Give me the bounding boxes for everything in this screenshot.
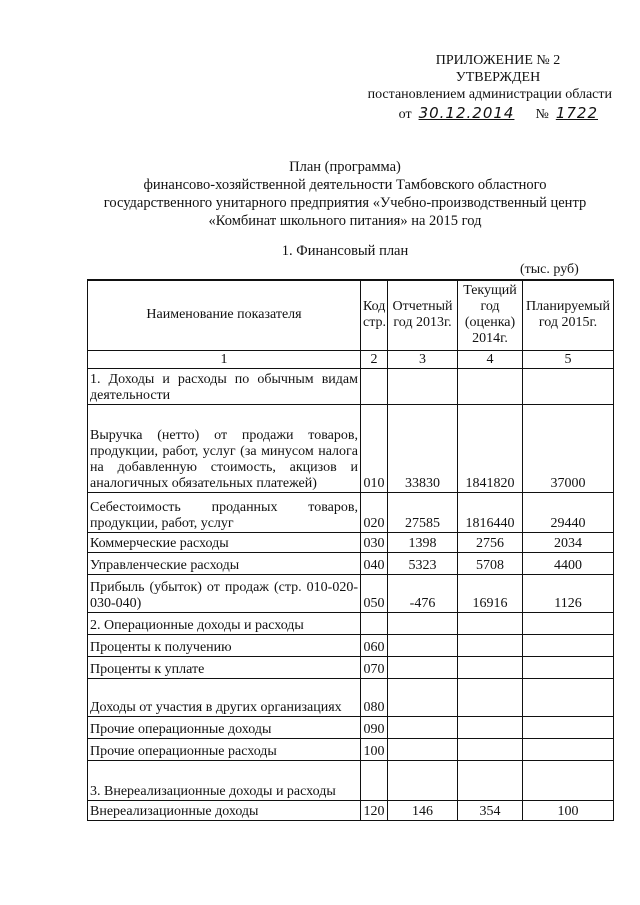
row-reported: 33830 xyxy=(388,404,458,492)
table-row xyxy=(88,634,614,656)
column-number: 1 xyxy=(88,350,361,368)
appendix-label: ПРИЛОЖЕНИЕ № 2 xyxy=(435,53,561,68)
table-row xyxy=(88,612,614,634)
row-code: 050 xyxy=(361,574,388,612)
row-planned xyxy=(523,738,614,760)
column-number: 3 xyxy=(388,350,458,368)
row-reported: 5323 xyxy=(388,552,458,574)
row-current: 5708 xyxy=(458,552,523,574)
row-code: 080 xyxy=(361,678,388,716)
row-reported xyxy=(388,760,458,800)
table-row xyxy=(88,738,614,760)
row-code: 020 xyxy=(361,492,388,532)
row-reported: -476 xyxy=(388,574,458,612)
row-name: Выручка (нетто) от продажи товаров, продукции, работ, услуг (за минусом налога на добавленную стоимость, акцизов и аналогичных обязательных платежей) xyxy=(88,404,361,492)
table-row xyxy=(88,760,614,800)
financial-plan-table xyxy=(87,279,614,821)
row-reported xyxy=(388,656,458,678)
row-code: 090 xyxy=(361,716,388,738)
approved-label: УТВЕРЖДЕН xyxy=(455,70,541,85)
row-reported xyxy=(388,716,458,738)
header-name: Наименование показателя xyxy=(88,280,361,350)
row-current: 1841820 xyxy=(458,404,523,492)
table-row xyxy=(88,368,614,404)
row-planned xyxy=(523,612,614,634)
row-reported xyxy=(388,634,458,656)
row-name: 2. Операционные доходы и расходы xyxy=(88,612,361,634)
row-current xyxy=(458,760,523,800)
row-code xyxy=(361,612,388,634)
table-row xyxy=(88,552,614,574)
row-current xyxy=(458,656,523,678)
row-name: Прибыль (убыток) от продаж (стр. 010-020-030-040) xyxy=(88,574,361,612)
header-reported: Отчетный год 2013г. xyxy=(388,280,458,350)
row-planned xyxy=(523,368,614,404)
row-planned: 100 xyxy=(523,800,614,820)
header-code: Код стр. xyxy=(361,280,388,350)
row-reported: 27585 xyxy=(388,492,458,532)
row-reported xyxy=(388,612,458,634)
row-name: 1. Доходы и расходы по обычным видам деятельности xyxy=(88,368,361,404)
section-title: 1. Финансовый план xyxy=(281,243,409,259)
row-current xyxy=(458,634,523,656)
row-planned xyxy=(523,634,614,656)
title-line-4: «Комбинат школьного питания» на 2015 год xyxy=(208,213,482,229)
title-line-3: государственного унитарного предприятия «Учебно-производственный центр xyxy=(103,195,587,211)
row-current xyxy=(458,678,523,716)
header-row xyxy=(88,280,614,350)
row-planned: 4400 xyxy=(523,552,614,574)
table-row xyxy=(88,404,614,492)
resolution-label: постановлением администрации области xyxy=(367,87,612,102)
table-row xyxy=(88,532,614,552)
resolution-date: 30.12.2014 xyxy=(418,104,515,122)
row-name: Управленческие расходы xyxy=(88,552,361,574)
from-label: от xyxy=(398,107,412,122)
row-current xyxy=(458,716,523,738)
row-code xyxy=(361,368,388,404)
row-name: Проценты к получению xyxy=(88,634,361,656)
column-number: 2 xyxy=(361,350,388,368)
row-planned xyxy=(523,716,614,738)
row-code: 120 xyxy=(361,800,388,820)
row-current: 2756 xyxy=(458,532,523,552)
row-name: Себестоимость проданных товаров, продукции, работ, услуг xyxy=(88,492,361,532)
title-line-1: План (программа) xyxy=(289,159,401,175)
row-name: Прочие операционные доходы xyxy=(88,716,361,738)
table-row xyxy=(88,678,614,716)
approval-block xyxy=(318,52,618,123)
unit-label: (тыс. руб) xyxy=(520,262,579,277)
row-code: 030 xyxy=(361,532,388,552)
resolution-number: 1722 xyxy=(555,104,598,122)
row-current xyxy=(458,738,523,760)
table-row xyxy=(88,800,614,820)
row-code: 010 xyxy=(361,404,388,492)
row-code: 060 xyxy=(361,634,388,656)
row-planned: 37000 xyxy=(523,404,614,492)
row-current xyxy=(458,368,523,404)
row-planned: 2034 xyxy=(523,532,614,552)
header-planned: Планируемый год 2015г. xyxy=(523,280,614,350)
title-line-2: финансово-хозяйственной деятельности Тамбовского областного xyxy=(143,177,547,193)
date-number-line xyxy=(318,105,598,123)
row-planned: 29440 xyxy=(523,492,614,532)
column-number-row xyxy=(88,350,614,368)
row-name: Проценты к уплате xyxy=(88,656,361,678)
row-current: 1816440 xyxy=(458,492,523,532)
row-code: 040 xyxy=(361,552,388,574)
row-name: Прочие операционные расходы xyxy=(88,738,361,760)
row-planned xyxy=(523,760,614,800)
row-current xyxy=(458,612,523,634)
row-reported: 146 xyxy=(388,800,458,820)
row-name: Доходы от участия в других организациях xyxy=(88,678,361,716)
row-reported xyxy=(388,368,458,404)
row-current: 354 xyxy=(458,800,523,820)
document-title xyxy=(60,158,630,230)
row-reported: 1398 xyxy=(388,532,458,552)
column-number: 5 xyxy=(523,350,614,368)
row-name: Внереализационные доходы xyxy=(88,800,361,820)
table-row xyxy=(88,656,614,678)
row-planned xyxy=(523,678,614,716)
row-current: 16916 xyxy=(458,574,523,612)
header-current: Текущий год (оценка) 2014г. xyxy=(458,280,523,350)
row-name: 3. Внереализационные доходы и расходы xyxy=(88,760,361,800)
row-planned xyxy=(523,656,614,678)
column-number: 4 xyxy=(458,350,523,368)
table-row xyxy=(88,492,614,532)
table-row xyxy=(88,574,614,612)
row-code: 070 xyxy=(361,656,388,678)
row-reported xyxy=(388,738,458,760)
row-planned: 1126 xyxy=(523,574,614,612)
table-row xyxy=(88,716,614,738)
number-label: № xyxy=(535,107,549,122)
row-reported xyxy=(388,678,458,716)
row-code xyxy=(361,760,388,800)
row-code: 100 xyxy=(361,738,388,760)
row-name: Коммерческие расходы xyxy=(88,532,361,552)
